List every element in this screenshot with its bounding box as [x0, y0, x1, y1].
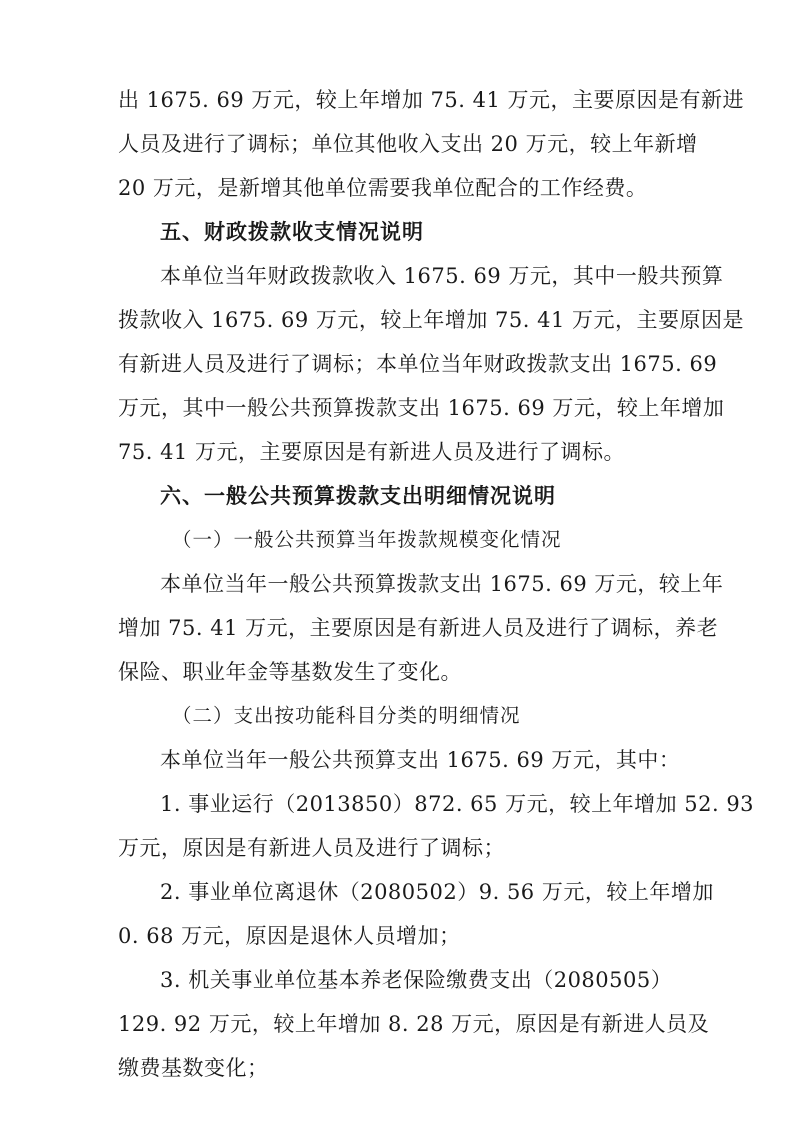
body-text-line: 万元，其中一般公共预算拨款支出 1675. 69 万元，较上年增加	[118, 396, 725, 420]
list-item-line: 129. 92 万元，较上年增加 8. 28 万元，原因是有新进人员及	[118, 1012, 710, 1036]
body-text-line: 有新进人员及进行了调标；本单位当年财政拨款支出 1675. 69	[118, 352, 718, 376]
body-text-line: 增加 75. 41 万元，主要原因是有新进人员及进行了调标，养老	[118, 616, 719, 640]
section-heading-five: 五、财政拨款收支情况说明	[160, 220, 424, 244]
subsection-heading-one: （一）一般公共预算当年拨款规模变化情况	[172, 528, 562, 551]
body-text-line: 20 万元，是新增其他单位需要我单位配合的工作经费。	[118, 176, 648, 200]
list-item-line: 万元，原因是有新进人员及进行了调标；	[118, 836, 505, 860]
body-text-line: 拨款收入 1675. 69 万元，较上年增加 75. 41 万元，主要原因是	[118, 308, 745, 332]
list-item-line: 缴费基数变化；	[118, 1056, 269, 1080]
body-text-line: 75. 41 万元，主要原因是有新进人员及进行了调标。	[118, 440, 625, 464]
body-text-line: 本单位当年一般公共预算拨款支出 1675. 69 万元，较上年	[160, 572, 724, 596]
body-text-line: 本单位当年财政拨款收入 1675. 69 万元，其中一般共预算	[160, 264, 724, 288]
body-text-line: 本单位当年一般公共预算支出 1675. 69 万元，其中：	[160, 748, 681, 772]
list-item-line: 3. 机关事业单位基本养老保险缴费支出（2080505）	[160, 968, 673, 992]
body-text-line: 人员及进行了调标；单位其他收入支出 20 万元，较上年新增	[118, 132, 698, 156]
subsection-heading-two: （二）支出按功能科目分类的明细情况	[172, 704, 521, 727]
list-item-line: 0. 68 万元，原因是退休人员增加；	[118, 924, 461, 948]
body-text-line: 保险、职业年金等基数发生了变化。	[118, 660, 462, 684]
list-item-line: 2. 事业单位离退休（2080502）9. 56 万元，较上年增加	[160, 880, 714, 904]
section-heading-six: 六、一般公共预算拨款支出明细情况说明	[160, 484, 556, 508]
list-item-line: 1. 事业运行（2013850）872. 65 万元，较上年增加 52. 93	[160, 792, 755, 816]
body-text-line: 出 1675. 69 万元，较上年增加 75. 41 万元，主要原因是有新进	[118, 88, 745, 112]
